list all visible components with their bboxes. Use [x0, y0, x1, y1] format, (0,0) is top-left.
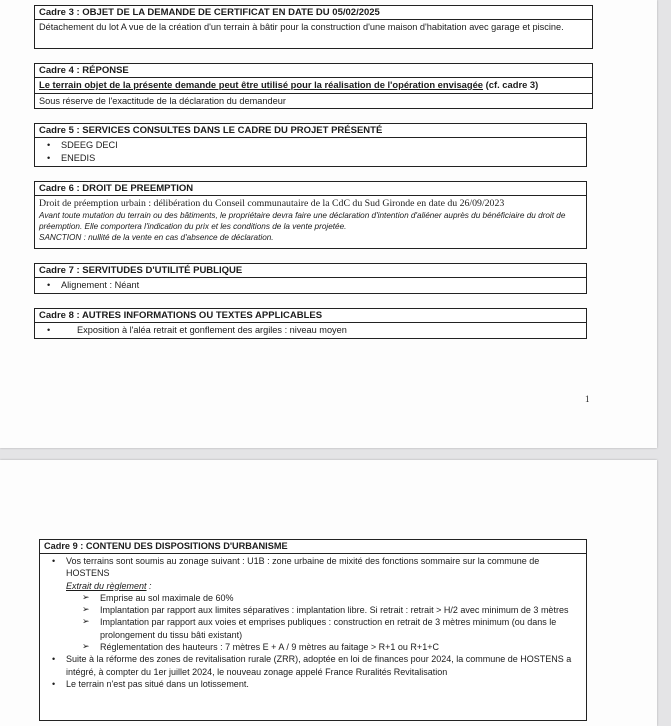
- page-number: 1: [585, 394, 590, 404]
- extrait-label: Extrait du règlement: [66, 580, 147, 591]
- rule-item: ➢ Emprise au sol maximale de 60%: [44, 592, 582, 604]
- cadre-5-title: Cadre 5 : SERVICES CONSULTES DANS LE CADRE DU PROJET PRÉSENTÉ: [35, 124, 586, 138]
- extrait-line: [44, 580, 582, 592]
- cadre-8-list: [35, 323, 586, 338]
- cadre-4-title: Cadre 4 : RÉPONSE: [35, 64, 592, 78]
- cadre-6-sanction: SANCTION : nullité de la vente en cas d'absence de déclaration.: [39, 233, 274, 243]
- list-item: • SDEEG DECI: [39, 139, 582, 152]
- rule-item: ➢ Implantation par rapport aux limites séparatives : implantation libre. Si retrait : retrait > H/2 avec minimum de 3 mètres: [44, 604, 582, 616]
- cadre-7-list: [35, 278, 586, 293]
- cadre-5: [34, 123, 587, 167]
- cadre-6: [34, 181, 587, 249]
- cadre-8: [34, 308, 587, 339]
- list-item: • Exposition à l'aléa retrait et gonflement des argiles : niveau moyen: [39, 324, 582, 337]
- extrait-colon: :: [146, 580, 152, 591]
- cadre-4-answer-ref: (cf. cadre 3): [483, 79, 539, 90]
- document-page-2: [0, 460, 657, 726]
- cadre-9-body: [40, 554, 586, 691]
- cadre-4-answer-text: Le terrain objet de la présente demande peut être utilisé pour la réalisation de l'opération envisagée: [39, 79, 484, 90]
- cadre-4-answer: [35, 78, 592, 94]
- cadre-5-list: [35, 138, 586, 165]
- list-item: • Le terrain n'est pas situé dans un lotissement.: [44, 678, 582, 690]
- cadre-6-title: Cadre 6 : DROIT DE PREEMPTION: [35, 182, 586, 196]
- cadre-3-text: Détachement du lot A vue de la création d'un terrain à bâtir pour la construction d'une maison d'habitation avec garage et piscine.: [39, 22, 564, 32]
- cadre-9-title: Cadre 9 : CONTENU DES DISPOSITIONS D'URBANISME: [40, 540, 586, 554]
- cadre-6-line1: Droit de préemption urbain : délibération du Conseil communautaire de la CdC du Sud Gironde en date du 26/09/2023: [39, 198, 505, 209]
- cadre-9: [39, 539, 587, 721]
- cadre-8-title: Cadre 8 : AUTRES INFORMATIONS OU TEXTES APPLICABLES: [35, 309, 586, 323]
- rule-item: ➢ Réglementation des hauteurs : 7 mètres E + A / 9 mètres au faitage > R+1 ou R+1+C: [44, 641, 582, 653]
- cadre-7-title: Cadre 7 : SERVITUDES D'UTILITÉ PUBLIQUE: [35, 264, 586, 278]
- cadre-6-line2: Avant toute mutation du terrain ou des bâtiments, le propriétaire devra faire une déclaration d'intention d'aliéner auprès du bénéficiaire du droit de préemption. Elle comportera l'indication du prix et les conditions de la vente projetée.: [39, 211, 566, 232]
- cadre-3-title: Cadre 3 : OBJET DE LA DEMANDE DE CERTIFICAT EN DATE DU 05/02/2025: [35, 6, 592, 20]
- cadre-4: [34, 63, 593, 109]
- list-item: • Suite à la réforme des zones de revitalisation rurale (ZRR), adoptée en loi de finances pour 2024, la commune de HOSTENS a intégré, à compter du 1er juillet 2024, le nouveau zonage appelé France Ruralités Revitalisation: [44, 653, 582, 678]
- list-item: • Alignement : Néant: [39, 279, 582, 292]
- rule-item: ➢ Implantation par rapport aux voies et emprises publiques : construction en retrait de 3 mètres minimum (ou dans le prolongement du tissu bâti existant): [44, 616, 582, 641]
- cadre-3: [34, 5, 593, 49]
- list-item: • Vos terrains sont soumis au zonage suivant : U1B : zone urbaine de mixité des fonctions sommaire sur la commune de HOSTENS: [44, 555, 582, 580]
- cadre-7: [34, 263, 587, 294]
- cadre-6-body: [35, 196, 586, 245]
- cadre-4-reserve: Sous réserve de l'exactitude de la déclaration du demandeur: [39, 95, 286, 106]
- list-item: • ENEDIS: [39, 152, 582, 165]
